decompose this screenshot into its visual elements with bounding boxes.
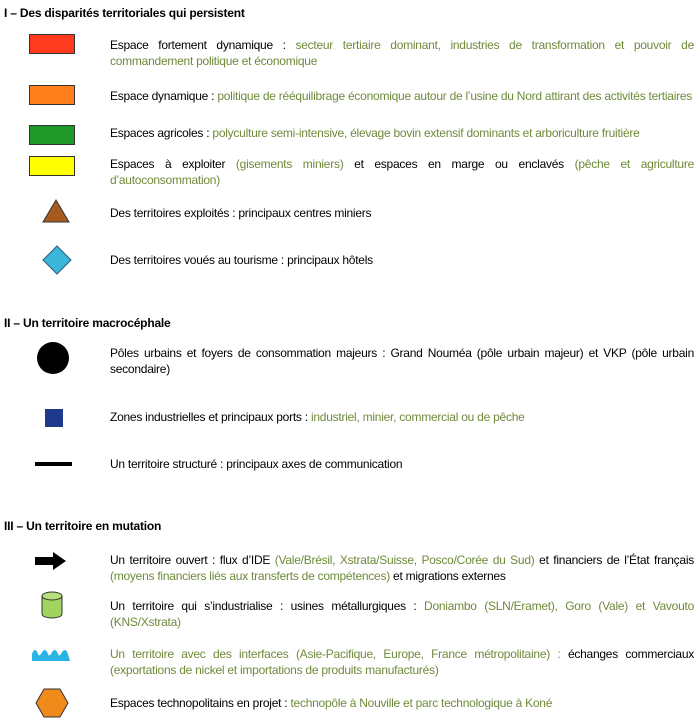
wave-icon <box>31 646 71 662</box>
legend-text <box>110 456 694 472</box>
legend-detail: technopôle à Nouville et parc technologique à Koné <box>290 696 553 710</box>
legend-detail-2: (exportations de nickel et importations de produits manufacturés) <box>110 663 439 677</box>
hexagon-icon <box>35 688 69 718</box>
legend-detail: polyculture semi-intensive, élevage bovin extensif dominants et arboriculture fruitière <box>212 126 640 140</box>
legend-text <box>110 695 694 711</box>
legend-label: Un territoire structuré : principaux axes de communication <box>110 457 403 471</box>
legend-label-2: et espaces en marge ou enclavés <box>343 157 575 171</box>
section-3-title: III – Un territoire en mutation <box>4 519 162 533</box>
diamond-icon <box>41 244 73 276</box>
orange-swatch <box>29 85 75 105</box>
triangle-icon <box>41 198 71 224</box>
legend-detail: secteur tertiaire dominant, industries de transformation et pouvoir de commandement politique et économique <box>110 38 695 68</box>
legend-label: Espace fortement dynamique : <box>110 38 296 52</box>
section-2-title: II – Un territoire macrocéphale <box>4 316 171 330</box>
legend-label-3: et migrations externes <box>389 569 506 583</box>
cylinder-icon <box>39 590 65 620</box>
legend-detail: Doniambo (SLN/Eramet), Goro (Vale) et Vavouto (KNS/Xstrata) <box>110 599 695 629</box>
legend-label: Espaces à exploiter <box>110 157 236 171</box>
section-1-title: I – Des disparités territoriales qui persistent <box>4 6 245 20</box>
legend-text <box>110 552 694 584</box>
legend-text <box>110 88 694 104</box>
legend-text <box>110 156 694 188</box>
legend-text <box>110 646 694 678</box>
legend-text <box>110 205 694 221</box>
legend-detail: (gisements miniers) <box>235 157 344 171</box>
circle-icon <box>35 340 71 376</box>
green-swatch <box>29 125 75 145</box>
legend-text <box>110 252 694 268</box>
square-icon <box>45 409 63 427</box>
legend-label: échanges commerciaux <box>567 647 695 661</box>
legend-text <box>110 37 694 69</box>
legend-label: Zones industrielles et principaux ports : <box>110 410 311 424</box>
legend-label: Espaces technopolitains en projet : <box>110 696 291 710</box>
legend-detail: (Vale/Brésil, Xstrata/Suisse, Posco/Corée du Sud) <box>274 553 535 567</box>
red-swatch <box>29 34 75 54</box>
legend-text <box>110 409 694 425</box>
legend-label: Pôles urbains et foyers de consommation majeurs : Grand Nouméa (pôle urbain majeur) et VKP (pôle urbain secondaire) <box>110 346 694 376</box>
legend-detail-2: (pêche et agriculture d’autoconsommation) <box>110 157 694 187</box>
legend-label: Un territoire qui s’industrialise : usines métallurgiques : <box>110 599 425 613</box>
legend-detail: politique de rééquilibrage économique autour de l’usine du Nord attirant des activités tertiaires <box>217 89 693 103</box>
legend-text <box>110 345 694 377</box>
legend-label: Des territoires exploités : principaux centres miniers <box>110 206 372 220</box>
legend-label: Espaces agricoles : <box>110 126 213 140</box>
line-icon <box>35 462 72 466</box>
legend-label: Un territoire ouvert : flux d’IDE <box>110 553 275 567</box>
legend-detail: industriel, minier, commercial ou de pêche <box>310 410 525 424</box>
arrow-icon <box>35 551 67 571</box>
legend-text <box>110 598 694 630</box>
legend-label-2: et financiers de l’État français <box>534 553 695 567</box>
legend-detail-2: (moyens financiers liés aux transferts de compétences) <box>110 569 390 583</box>
legend-label: Des territoires voués au tourisme : principaux hôtels <box>110 253 373 267</box>
legend-detail: Un territoire avec des interfaces (Asie-Pacifique, Europe, France métropolitaine) : <box>110 647 568 661</box>
legend-label: Espace dynamique : <box>110 89 218 103</box>
yellow-swatch <box>29 156 75 176</box>
legend-text <box>110 125 694 141</box>
